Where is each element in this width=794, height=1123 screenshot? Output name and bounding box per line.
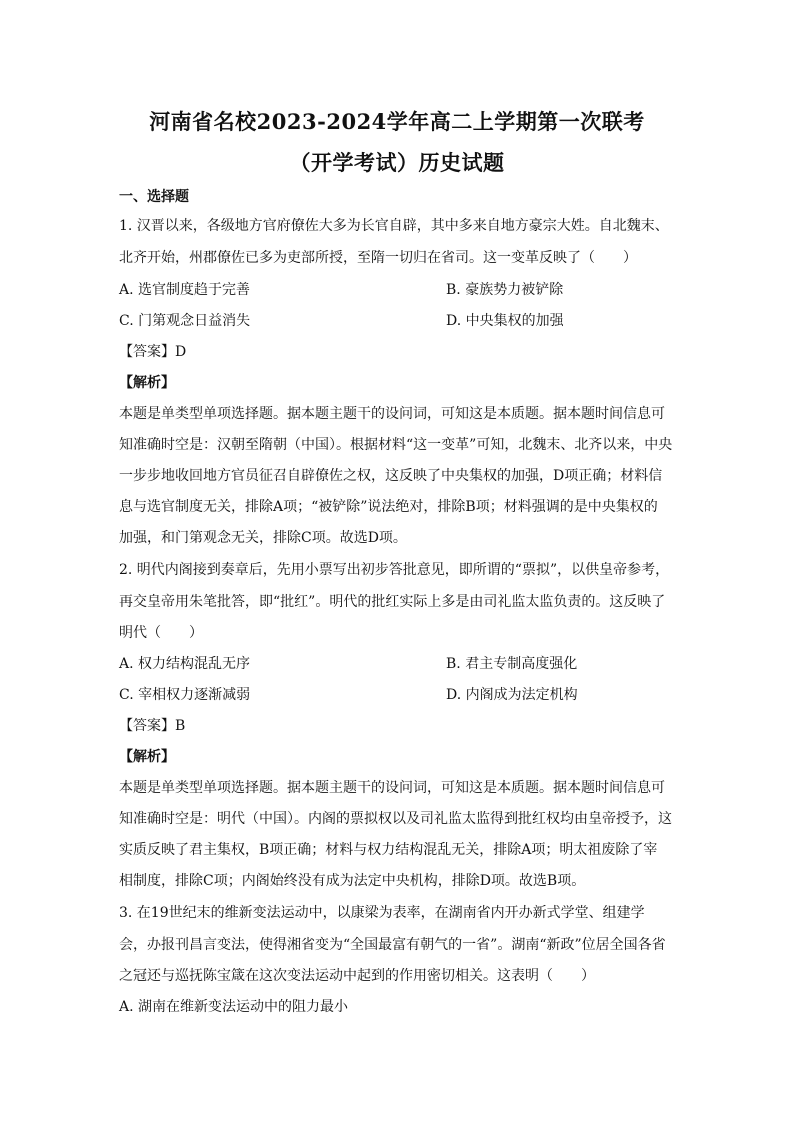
q2-analysis-line: 实质反映了君主集权，B项正确；材料与权力结构混乱无关，排除A项；明太祖废除了宰 xyxy=(119,842,658,858)
q1-analysis-line: 加强，和门第观念无关，排除C项。故选D项。 xyxy=(119,530,407,546)
q2-stem-line: 再交皇帝用朱笔批答，即“批红”。明代的批红实际上多是由司礼监太监负责的。这反映了 xyxy=(119,594,666,610)
q1-analysis-line: 知准确时空是：汉朝至隋朝（中国）。根据材料“这一变革”可知，北魏末、北齐以来，中央 xyxy=(119,437,673,453)
q2-analysis-line: 知准确时空是：明代（中国）。内阁的票拟权以及司礼监太监得到批红权均由皇帝授予，这 xyxy=(119,811,672,827)
q1-stem-line: 北齐开始，州郡僚佐已多为吏部所授，至隋一切归在省司。这一变革反映了（ ） xyxy=(119,250,637,266)
q2-stem-line: 2. 明代内阁接到奏章后，先用小票写出初步答批意见，即所谓的“票拟”，以供皇帝参考， xyxy=(119,562,670,578)
q3-option-a: A. 湖南在维新变法运动中的阻力最小 xyxy=(119,999,349,1015)
section-heading: 一、选择题 xyxy=(119,189,189,205)
q1-answer: 【答案】D xyxy=(119,344,187,360)
q2-stem-line: 明代（ ） xyxy=(119,625,203,641)
q1-analysis-line: 息与选官制度无关，排除A项；“被铲除”说法绝对，排除B项；材料强调的是中央集权的 xyxy=(119,499,658,515)
q1-option-a: A. 选官制度趋于完善 xyxy=(119,282,251,298)
q3-stem-line: 之冠还与巡抚陈宝箴在这次变法运动中起到的作用密切相关。这表明（ ） xyxy=(119,968,595,984)
q2-option-a: A. 权力结构混乱无序 xyxy=(119,656,251,672)
page-title-line1: 河南省名校2023-2024学年高二上学期第一次联考 xyxy=(149,109,645,134)
q2-analysis-line: 本题是单类型单项选择题。据本题主题干的设问词，可知这是本质题。据本题时间信息可 xyxy=(119,780,665,796)
q2-answer: 【答案】B xyxy=(119,718,186,734)
q3-stem-line: 3. 在19世纪末的维新变法运动中，以康梁为表率，在湖南省内开办新式学堂、组建学 xyxy=(119,905,645,921)
q1-option-d: D. 中央集权的加强 xyxy=(446,313,564,329)
q3-stem-line: 会，办报刊昌言变法，使得湘省变为“全国最富有朝气的一省”。湖南“新政”位居全国各省 xyxy=(119,937,666,953)
q1-stem-line: 1. 汉晋以来，各级地方官府僚佐大多为长官自辟，其中多来自地方豪宗大姓。自北魏末、 xyxy=(119,218,669,234)
q1-analysis-line: 一步步地收回地方官员征召自辟僚佐之权，这反映了中央集权的加强，D项正确；材料信 xyxy=(119,468,663,484)
q2-option-d: D. 内阁成为法定机构 xyxy=(446,687,578,703)
q2-option-b: B. 君主专制高度强化 xyxy=(446,656,578,672)
q2-analysis-label: 【解析】 xyxy=(119,749,175,765)
q2-analysis-line: 相制度，排除C项；内阁始终没有成为法定中央机构，排除D项。故选B项。 xyxy=(119,873,586,889)
q1-analysis-line: 本题是单类型单项选择题。据本题主题干的设问词，可知这是本质题。据本题时间信息可 xyxy=(119,406,665,422)
page-title-line2: （开学考试）历史试题 xyxy=(289,150,505,175)
q1-analysis-label: 【解析】 xyxy=(119,375,175,391)
q1-option-b: B. 豪族势力被铲除 xyxy=(446,282,564,298)
q1-option-c: C. 门第观念日益消失 xyxy=(119,313,251,329)
q2-option-c: C. 宰相权力逐渐减弱 xyxy=(119,687,251,703)
